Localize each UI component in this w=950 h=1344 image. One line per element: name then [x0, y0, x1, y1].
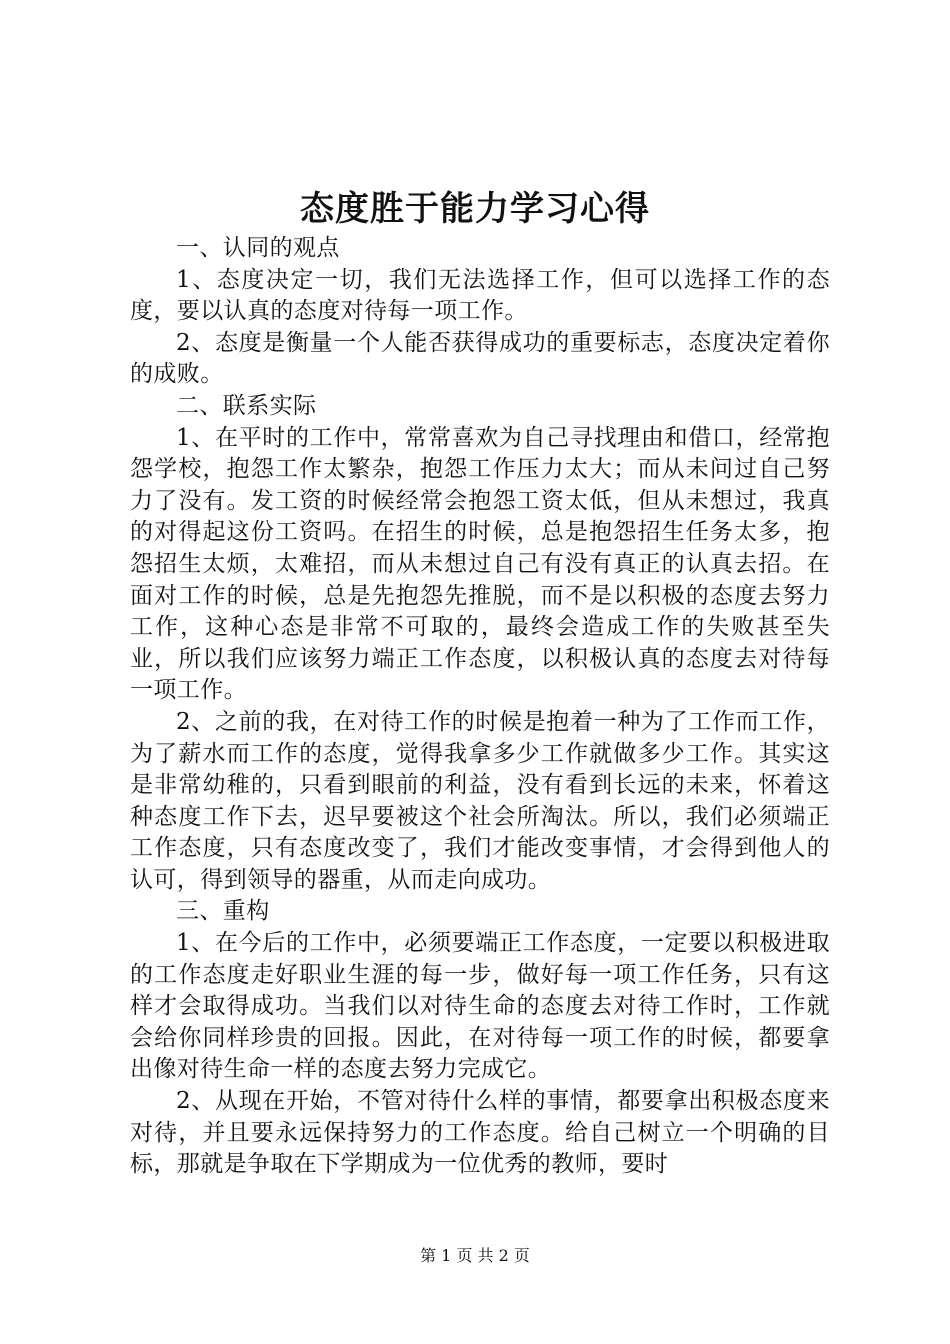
paragraph: 2、之前的我，在对待工作的时候是抱着一种为了工作而工作，为了薪水而工作的态度，觉得我拿多少工作就做多少工作。其实这是非常幼稚的，只看到眼前的利益，没有看到长远的未来，怀着这种态度工作下去，迟早要被这个社会所淘汰。所以，我们必须端正工作态度，只有态度改变了，我们才能改变事情，才会得到他人的认可，得到领导的器重，从而走向成功。 — [130, 708, 830, 893]
document-body — [130, 233, 830, 1181]
section-heading-3: 三、重构 — [176, 898, 270, 925]
paragraph: 1、在今后的工作中，必须要端正工作态度，一定要以积极进取的工作态度走好职业生涯的每一步，做好每一项工作任务，只有这样才会取得成功。当我们以对待生命的态度去对待工作时，工作就会给你同样珍贵的回报。因此，在对待每一项工作的时候，都要拿出像对待生命一样的态度去努力完成它。 — [130, 930, 830, 1083]
section-heading-2: 二、联系实际 — [176, 392, 317, 419]
paragraph: 1、在平时的工作中，常常喜欢为自己寻找理由和借口，经常抱怨学校，抱怨工作太繁杂，抱怨工作压力太大；而从未问过自己努力了没有。发工资的时候经常会抱怨工资太低，但从未想过，我真的对得起这份工资吗。在招生的时候，总是抱怨招生任务太多，抱怨招生太烦，太难招，而从未想过自己有没有真正的认真去招。在面对工作的时候，总是先抱怨先推脱，而不是以积极的态度去努力工作，这种心态是非常不可取的，最终会造成工作的失败甚至失业，所以我们应该努力端正工作态度，以积极认真的态度去对待每一项工作。 — [130, 424, 830, 704]
section-heading-1: 一、认同的观点 — [176, 235, 340, 261]
paragraph: 2、从现在开始，不管对待什么样的事情，都要拿出积极态度来对待，并且要永远保持努力的工作态度。给自己树立一个明确的目标，那就是争取在下学期成为一位优秀的教师，要时 — [130, 1088, 830, 1178]
paragraph: 1、态度决定一切，我们无法选择工作，但可以选择工作的态度，要以认真的态度对待每一项工作。 — [130, 266, 830, 325]
page-footer: 第 1 页 共 2 页 — [420, 1246, 530, 1265]
document-title: 态度胜于能力学习心得 — [300, 189, 650, 229]
paragraph: 2、态度是衡量一个人能否获得成功的重要标志，态度决定着你的成败。 — [130, 329, 830, 388]
